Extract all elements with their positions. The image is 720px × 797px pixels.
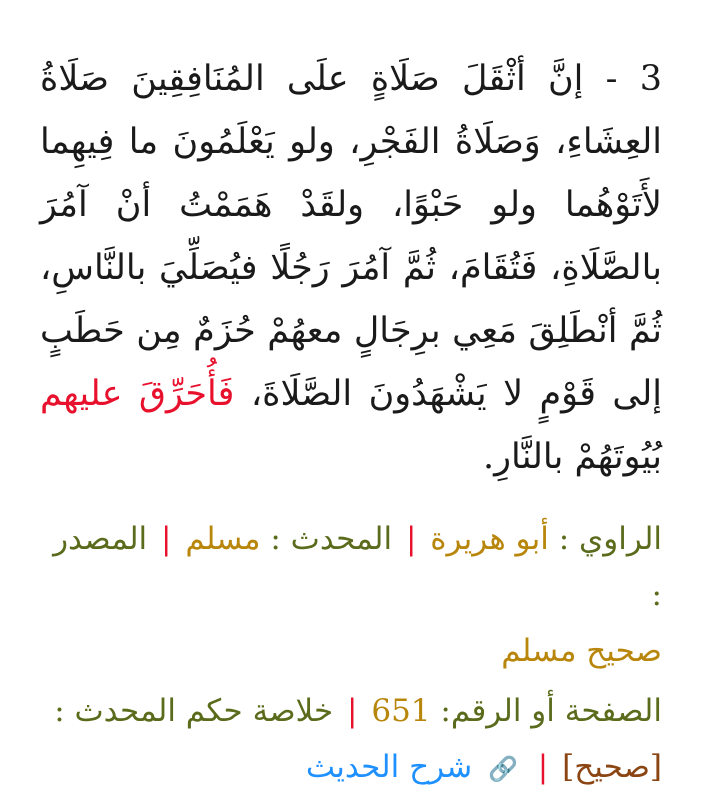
narrator-label: الراوي : (558, 521, 662, 557)
page-number: 651 (371, 693, 431, 729)
link-icon[interactable]: 🔗 (488, 754, 518, 783)
hadith-text-highlight: فَأُحَرِّقَ عليهم (40, 374, 235, 414)
explanation-link[interactable]: شرح الحديث (305, 749, 473, 785)
muhaddith-value[interactable]: مسلم (185, 521, 261, 557)
hadith-text-main: 3 - إنَّ أثْقَلَ صَلَاةٍ علَى المُنَافِقِينَ صَلَاةُ العِشَاءِ، وَصَلَاةُ الفَجْرِ، ولو يَعْلَمُونَ ما فِيهِما لأَتَوْهُما ولو حَبْوًا، ولقَدْ هَمَمْتُ أنْ آمُرَ بالصَّلَاةِ، فَتُقَامَ، ثُمَّ آمُرَ رَجُلًا فيُصَلِّيَ بالنَّاسِ، ثُمَّ أنْطَلِقَ مَعِي برِجَالٍ معهُمْ حُزَمٌ مِن حَطَبٍ إلى قَوْمٍ لا يَشْهَدُونَ الصَّلَاةَ، (40, 59, 662, 414)
source-value[interactable]: صحيح مسلم (501, 633, 662, 669)
muhaddith-label: المحدث : (270, 521, 393, 557)
meta-line-ruling (40, 739, 662, 797)
hadith-text (40, 48, 662, 489)
meta-line-narrator (40, 511, 662, 623)
separator: | (347, 693, 358, 729)
separator: | (537, 749, 549, 785)
separator: | (161, 521, 172, 557)
narrator-value[interactable]: أبو هريرة (430, 521, 549, 557)
meta-line-page (40, 683, 662, 739)
ruling-label: خلاصة حكم المحدث : (54, 693, 334, 729)
ruling-value: [صحيح] (562, 749, 662, 785)
hadith-metadata (40, 511, 662, 797)
hadith-text-end: بُيُوتَهُمْ بالنَّارِ. (483, 437, 662, 477)
separator: | (405, 521, 417, 557)
source-label: المصدر : (53, 521, 662, 613)
page-label: الصفحة أو الرقم: (440, 693, 662, 729)
meta-line-source (40, 623, 662, 679)
